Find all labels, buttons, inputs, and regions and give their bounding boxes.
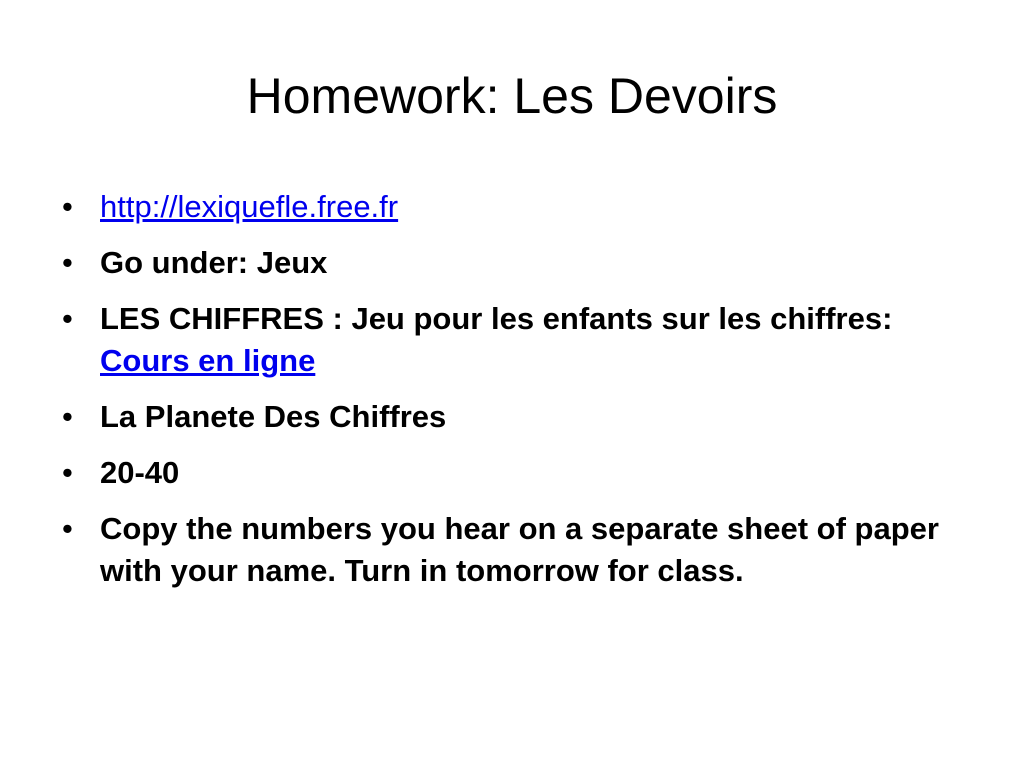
bullet-item-les-chiffres bbox=[0, 298, 1024, 382]
bullet-dot-icon: • bbox=[62, 245, 73, 280]
bullet-item-go-under bbox=[0, 242, 1024, 284]
bullet-list bbox=[0, 186, 1024, 606]
bullet-item-instructions bbox=[0, 508, 1024, 592]
bullet-text: LES CHIFFRES : Jeu pour les enfants sur les chiffres: bbox=[100, 301, 893, 336]
bullet-dot-icon: • bbox=[62, 399, 73, 434]
bullet-text: Go under: Jeux bbox=[100, 245, 328, 280]
cours-en-ligne-link[interactable]: Cours en ligne bbox=[100, 343, 316, 378]
bullet-item-range bbox=[0, 452, 1024, 494]
bullet-text: La Planete Des Chiffres bbox=[100, 399, 447, 434]
bullet-text: 20-40 bbox=[100, 455, 180, 490]
bullet-dot-icon: • bbox=[62, 301, 73, 336]
website-link[interactable]: http://lexiquefle.free.fr bbox=[100, 189, 399, 224]
bullet-text: Copy the numbers you hear on a separate sheet of paper with your name. Turn in tomorrow for class. bbox=[100, 511, 939, 588]
bullet-item-website bbox=[0, 186, 1024, 228]
slide-title: Homework: Les Devoirs bbox=[246, 68, 778, 124]
bullet-dot-icon: • bbox=[62, 511, 73, 546]
bullet-dot-icon: • bbox=[62, 455, 73, 490]
bullet-item-planete bbox=[0, 396, 1024, 438]
bullet-dot-icon: • bbox=[62, 189, 73, 224]
